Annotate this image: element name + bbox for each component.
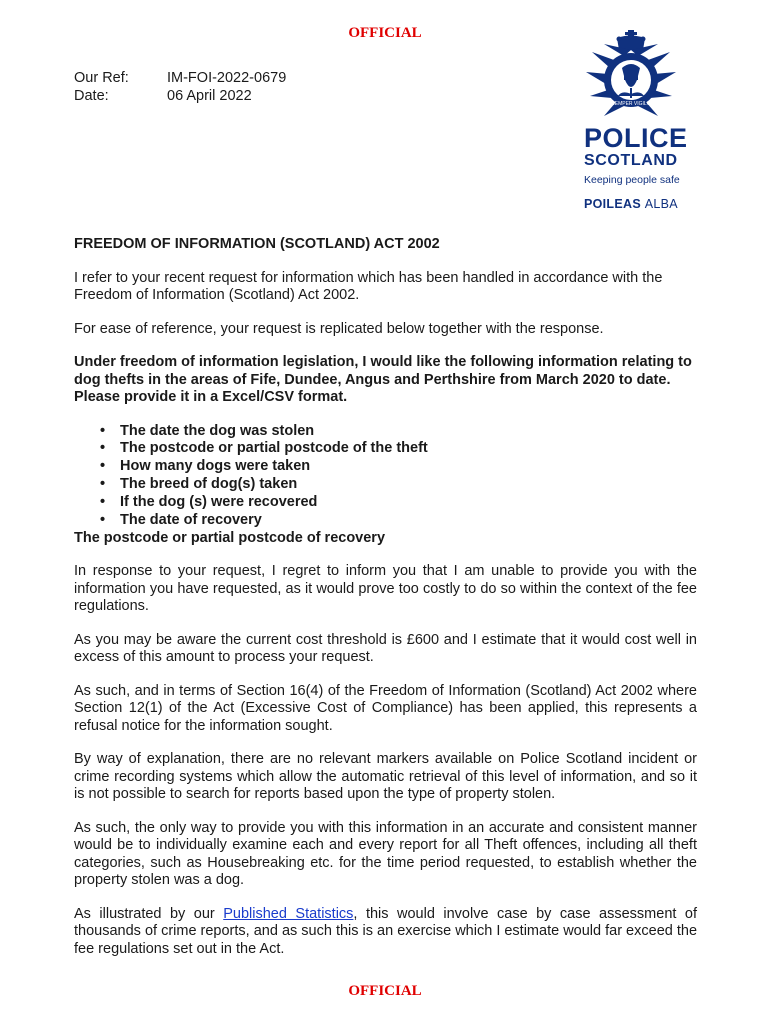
intro-paragraph-1: I refer to your recent request for information which has been handled in accordance with the Freedom of Information (Scotland) Act 2002. [74,269,663,303]
page-title: FREEDOM OF INFORMATION (SCOTLAND) ACT 2002 [74,236,440,252]
svg-text:SEMPER VIGILO: SEMPER VIGILO [611,101,651,107]
logo-tagline: Keeping people safe [584,174,680,186]
date-value: 06 April 2022 [167,87,252,104]
intro-paragraph-2: For ease of reference, your request is replicated below together with the response. [74,320,604,337]
request-last-item: The postcode or partial postcode of recovery [74,529,386,546]
list-item: • How many dogs were taken [120,458,697,476]
logo-gaelic-thin: ALBA [644,197,678,211]
response-6-post: , this would involve case by case assessment of thousands of crime reports, and as such this is an exercise which I estimate would far exceed the fee regulations set out in the Act. [74,905,698,957]
response-paragraph-1: In response to your request, I regret to inform you that I am unable to provide you with the information you have requested, as it would prove too costly to do so within the context of the fee regulations. [74,563,697,615]
list-item: • The postcode or partial postcode of the theft [120,440,697,458]
our-ref-row [74,70,286,88]
date-label: Date: [74,87,109,104]
list-item: • The breed of dog(s) taken [120,476,697,494]
logo-gaelic-bold: POILEAS [584,197,641,211]
official-marking-bottom: OFFICIAL [348,983,422,999]
list-item: • If the dog (s) were recovered [120,494,697,512]
police-scotland-logo [584,30,696,211]
response-paragraph-2: As you may be aware the current cost threshold is £600 and I estimate that it would cost well in excess of this amount to process your request. [74,631,697,666]
date-row [74,88,286,106]
request-list [74,423,697,530]
response-paragraph-5: As such, the only way to provide you with this information in an accurate and consistent manner would be to individually examine each and every report for all Theft offences, including all theft categories, such as Housebreaking etc. for the time period requested, to establish whether the property stolen was a dog. [74,819,697,889]
reference-block [74,70,286,105]
response-paragraph-3: As such, and in terms of Section 16(4) of the Freedom of Information (Scotland) Act 2002 where Section 12(1) of the Act (Excessive Cost of Compliance) has been applied, this represents a refusal notice for the information sought. [74,682,697,734]
logo-gaelic-name [584,197,696,211]
response-6-pre: As illustrated by our [74,905,224,922]
published-statistics-link[interactable]: Published Statistics [223,905,354,922]
request-paragraph: Under freedom of information legislation, I would like the following information relating to dog thefts in the areas of Fife, Dundee, Angus and Perthshire from March 2020 to date. Please provide it in a Excel/CSV format. [74,354,692,405]
our-ref-value: IM-FOI-2022-0679 [167,70,287,86]
our-ref-label: Our Ref: [74,70,129,86]
list-item: • The date of recovery [120,512,697,530]
response-paragraph-4: By way of explanation, there are no relevant markers available on Police Scotland incident or crime recording systems which allow the automatic retrieval of this level of information, and so it is not possible to search for reports based upon the type of property stolen. [74,751,697,803]
logo-name-police: POLICE [584,123,688,153]
official-marking-top: OFFICIAL [348,25,422,41]
letter-body [74,236,697,974]
list-item: • The date the dog was stolen [120,423,697,441]
police-crest-icon [584,30,680,122]
logo-name-scotland: SCOTLAND [584,152,678,169]
response-paragraph-6 [74,906,697,959]
